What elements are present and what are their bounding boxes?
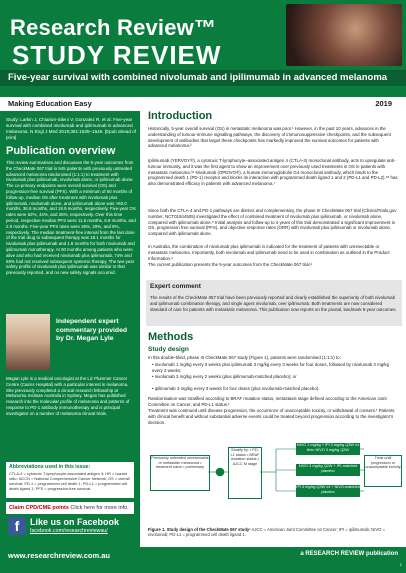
figure-caption-title: Figure 1. Study design of the CheckMate 067 study¹ (148, 527, 251, 532)
brand-logo: Research Review™ (10, 15, 217, 40)
introduction-heading: Introduction (148, 110, 213, 122)
claim-cpd-label[interactable]: Claim CPD/CME points (9, 505, 69, 511)
claim-cpd-more[interactable]: Click here for more info. (68, 505, 129, 511)
footer-url[interactable]: www.researchreview.com.au (8, 551, 110, 560)
stratify-box: Stratify by: • PD-L1 status • BRAF mutation status • AJCC M stage (228, 447, 262, 499)
study-design-heading: Study design (148, 346, 189, 353)
intro-paragraph-4: In Australia, the combination of nivolumab plus ipilimumab is indicated for the treatment of patients with unresectable or metastatic melanoma. Importantly, both nivolumab and ipilimumab need to be used in combination as outlined in the Product Information.⁹ (148, 244, 390, 261)
bullet-text: nivolumab 3 mg/kg every 2 weeks (plus ipilimumab-matched placebo); or (154, 374, 297, 379)
claim-cpd-link[interactable] (9, 504, 129, 512)
tagline-bar (0, 86, 406, 97)
study-reference[interactable]: Study: Larkin J, Chiarion-Sileni V, Gonzalez R, et al. Five-year survival with combined nivolumab and ipilimumab in advanced melanoma. N Engl J Med 2019;381:1535–1546. [Epub ahead of print] (6, 117, 136, 140)
tagline: Making Education Easy (8, 99, 92, 108)
facebook-title[interactable]: Like us on Facebook (30, 517, 120, 527)
arm-ipilimumab: IPI 3 mg/kg Q3W x4 + NIVO-matched placebo (296, 485, 360, 497)
expert-photo (6, 314, 50, 370)
document-title: Five-year survival with combined nivolumab and ipilimumab in advanced melanoma (8, 72, 388, 83)
abbreviations-heading: Abbreviations used in this issue: (9, 464, 91, 470)
abbreviations-text: CTLA-4 = cytotoxic T-lymphocyte-associated antigen 4; HR = hazard ratio; NCCN = National Comprehensive Cancer Network; OS = overall survival; PD-1 = programmed cell death 1; PD-L1 = programmed cell death ligand 1; PFS = progression-free survival. (9, 471, 130, 491)
methods-intro: In this double-blind, phase III CheckMate 067 study (Figure 1), patients were randomised (1:1:1) to: (148, 355, 341, 360)
year-label: 2019 (375, 99, 392, 108)
facebook-link[interactable]: facebook.com/researchreviewau/ (30, 528, 108, 534)
facebook-icon[interactable]: f (8, 517, 26, 535)
bullet-item: • ipilimumab 3 mg/kg every 3 weeks for four doses (plus nivolumab-matched placebo). (152, 386, 320, 391)
brand-subtitle: STUDY REVIEW (12, 40, 222, 70)
intro-paragraph-1: Historically, 5-year overall survival (OS) in metastatic melanoma was poor.¹ However, in the past 10 years, advances in the understanding of tumour-immune signalling pathways, the discovery of immunosuppressive checkpoints, and the subsequent development of antibodies that target these checkpoints has markedly improved the survival outcomes for patients with advanced melanoma.² (148, 126, 391, 149)
intro-paragraph-3: Since both the CTLA-4 and PD-1 pathways are distinct and complementary, the phase III CheckMate 067 trial (ClinicalTrials.gov number, NCT01844505) investigated the effect of combined treatment of nivolumab plus ipilimumab, or nivolumab alone, compared with ipilimumab alone.⁸ Initial analysis and follow-up to 4 years of this trial demonstrated a significant improvement in OS, progression free survival (PFS), and objective response rates (ORR) with nivolumab plus ipilimumab or nivolumab alone, compared with ipilimumab alone. (148, 208, 397, 237)
arm-nivolumab: NIVO 3 mg/kg Q2W + IPI-matched placebo (296, 464, 360, 476)
bullet-text: ipilimumab 3 mg/kg every 3 weeks for four doses (plus nivolumab-matched placebo). (154, 386, 320, 391)
expert-commentary-title: Independent expert commentary provided by Dr. Megan Lyle (56, 318, 128, 342)
header-image (286, 4, 402, 66)
intro-paragraph-2: Ipilimumab (YERVOY®), a cytotoxic T-lymphocyte–associated antigen 4 (CTLA-4) monoclonal antibody, acts to upregulate anti-tumour immunity, and it was the first agent to show an improvement over previously used treatments in OS in patients with metastatic melanoma.³⁴ Nivolumab (OPDIVO®), a human immunoglobulin G4 monoclonal antibody, which binds to the programmed death 1 (PD-1) receptor and blocks its interaction with programmed death ligand 1 and 2 (PD-L1 and PD-L2),⁵⁶ has also demonstrated efficacy in patients with advanced melanoma.⁷ (148, 158, 398, 187)
treatment-box: Treat until progression or unacceptable toxicity (364, 455, 402, 487)
bullet-item: • nivolumab 1 mg/kg every 3 weeks plus ipilimumab 3 mg/kg every 3 weeks for four doses, followed by nivolumab 3 mg/kg every 2 weeks; (152, 362, 390, 373)
methods-paragraph-2: Randomisation was stratified according to BRAF mutation status, metastasis stage defined according to the American Joint Committee on Cancer, and PD-L1 status.¹ (148, 396, 387, 407)
expert-comment-text: The results of the CheckMate 067 trial have been previously reported and clearly established the superiority of both nivolumab and ipilimumab combination therapy, and single agent nivolumab, over ipilimumab. Both treatments are now considered standard of care for patients with metastatic melanoma. This publication now reports on the pivotal, landmark 5-year outcomes. (150, 295, 397, 312)
expert-comment-heading: Expert comment (150, 283, 201, 290)
expert-bio: Megan Lyle is a medical oncologist at the Liz Plummer Cancer Centre (Cairns Hospital) with a particular interest in melanoma. She previously completed a clinical research fellowship at Melanoma Institute Australia in Sydney. Megan has published research into the molecular profile of melanoma and patterns of response to PD-1 antibody immunotherapy and is principal investigator on a number of melanoma clinical trials. (6, 376, 130, 416)
figure-caption (148, 527, 398, 538)
methods-paragraph-3: Treatment was continued until disease progression, the occurrence of unacceptable toxicity, or withdrawal of consent.¹ Patients with clinical benefit and without substantial adverse events could be treated beyond progression according to the investigator's decision. (148, 408, 395, 425)
publication-overview-heading: Publication overview (6, 145, 116, 157)
bullet-text: nivolumab 1 mg/kg every 3 weeks plus ipilimumab 3 mg/kg every 3 weeks for four doses, followed by nivolumab 3 mg/kg every 2 weeks; (152, 362, 390, 373)
page-number: 1 (399, 562, 402, 567)
methods-heading: Methods (148, 331, 194, 343)
publication-overview-text: This review summarises and discusses the 5-year outcomes from the CheckMate 067 trial in 945 patients with previously untreated advanced melanoma randomised (1:1:1) to treatment with nivolumab plus ipilimumab, nivolumab alone, or ipilimumab alone. The co-primary endpoints were overall survival (OS) and progression-free survival (PFS). With a minimum of 60 months of follow-up, median OS after treatment with nivolumab plus ipilimumab, nivolumab alone, and ipilimumab alone was >60.0 months, 36.9 months, and 19.9 months, respectively. Five-year OS rates were 52%, 44%, and 26%, respectively. Over this time period, respective median PFS were 11.5 months, 6.9 months, and 2.9 months. Five-year PFS rates were 36%, 29%, and 8%, respectively. The median treatment-free interval from the last dose of the trial drug to subsequent therapy was 18.1 months for nivolumab plus ipilimumab and 1.8 months for both nivolumab and ipilimumab monotherapy. At 60 months among patients who were alive and who had received nivolumab plus ipilimumab, 74% and 58% had not received subsequent systemic therapy. The two-year safety profile of nivolumab plus ipilimumab was similar to that previously reported, and no new safety signals occurred. (6, 160, 136, 276)
arm-combination: NIVO 1 mg/kg + IPI 3 mg/kg Q3W x4 then NIVO 3 mg/kg Q2W (296, 443, 360, 455)
bullet-item: • nivolumab 3 mg/kg every 2 weeks (plus ipilimumab-matched placebo); or (152, 374, 297, 379)
intro-paragraph-5: The current publication presents the 5-year outcomes from the CheckMate 067 trial.¹ (148, 262, 313, 267)
population-box: Previously untreated unresectable or metastatic melanoma • treatment naive • preliminary (150, 455, 210, 491)
figure-caption-text: AJCC = American Joint Committee on Cancer; IPI = ipilimumab; NIVO = nivolumab; PD-L1 = programmed cell death ligand 1. (148, 527, 386, 538)
footer-publication: a RESEARCH REVIEW publication (300, 551, 398, 557)
